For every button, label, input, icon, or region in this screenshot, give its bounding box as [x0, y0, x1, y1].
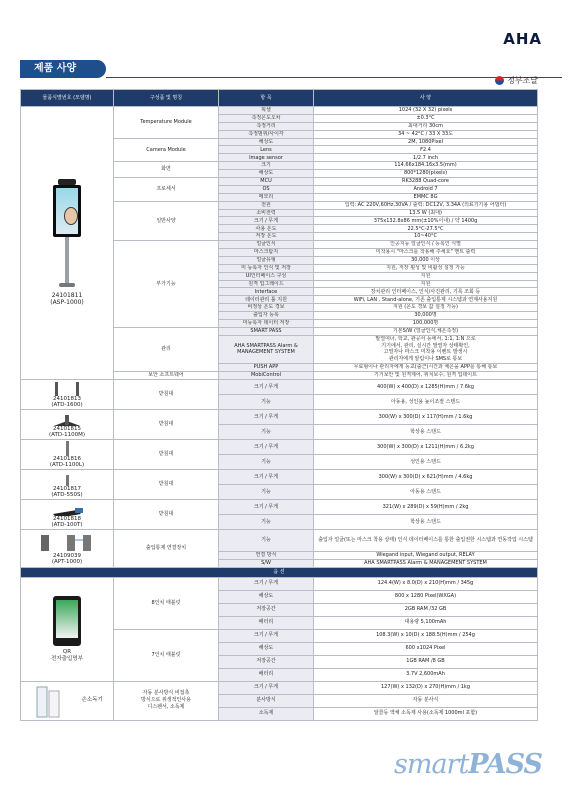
group-label: 받침대: [114, 379, 219, 409]
item-label: 분사방식: [219, 694, 314, 707]
item-label: 소독제: [219, 707, 314, 720]
group-label: 받침대: [114, 439, 219, 469]
item-value: 22.5°C-27.5°C: [314, 225, 538, 233]
product-code-cell: [21, 681, 114, 720]
item-label: 기능: [219, 394, 314, 409]
aha-logo: AHA: [503, 30, 542, 48]
product-model: (ATD-1100L): [49, 462, 85, 469]
item-label: 측정거리: [219, 122, 314, 130]
taegeuk-icon: [495, 76, 504, 85]
header-code: 물품식별번호 (모델명): [21, 90, 114, 107]
item-value: 아동용, 성인용 높이조절 스탠드: [314, 394, 538, 409]
item-value: 기본S/W (얼굴인식,체온측정): [314, 327, 538, 335]
item-value: 300(W) x 300(D) x 117(H)mm / 1.6kg: [314, 409, 538, 424]
item-label: 마스크탐지: [219, 249, 314, 257]
group-label: 보안 소프트웨어: [114, 371, 219, 379]
item-label: 크기 / 무게: [219, 629, 314, 642]
group-label: 관리: [114, 327, 219, 371]
alarm-line: 기기에서, 관리, 실시간 발열자 상태확인,: [381, 342, 470, 349]
item-value: WiFi, LAN , Stand-alone, 기존 출입통제 시스템과 연계사용지원: [314, 296, 538, 304]
logo-pass: PASS: [468, 749, 542, 780]
item-value: 지원: [314, 280, 538, 288]
item-value: 800 x 1280 Pixel(WXGA): [314, 590, 538, 603]
sanitizer-name: 손소독기: [81, 697, 103, 704]
item-label: 크기 / 무게: [219, 681, 314, 694]
group-label: 일반사양: [114, 201, 219, 240]
sanitizer-comp-line: 디스펜서, 소독제: [147, 704, 185, 711]
item-label: 크기 / 무게: [219, 499, 314, 514]
alarm-line: 관리자에게 알림이나 SMS로 통보: [388, 356, 463, 363]
item-value: F2.4: [314, 146, 538, 154]
table-row: [21, 107, 538, 115]
item-label: 기능: [219, 514, 314, 529]
product-code-cell: [21, 409, 114, 439]
product-code: 24101815: [53, 425, 81, 432]
table-row: [21, 529, 538, 551]
item-label: 해상도: [219, 138, 314, 146]
gate-image: [37, 531, 97, 553]
option-header: 옵 션: [21, 567, 538, 577]
item-value: 800*1280(pixels): [314, 170, 538, 178]
item-label: 크기 / 무게: [219, 469, 314, 484]
table-row: [21, 499, 538, 514]
product-code-cell: [21, 577, 114, 681]
mid-stand-icon: [47, 470, 87, 486]
group-label: Camera Module: [114, 138, 219, 162]
group-label: Temperature Module: [114, 107, 219, 139]
item-value: 입력: AC 220V,60Hz,30VA / 출력: DC12V, 3.34A (의료기기용 어댑터): [314, 201, 538, 209]
desk-stand-icon: [47, 410, 87, 426]
item-label: 전원: [219, 201, 314, 209]
group-label: 8인치 태블릿: [114, 577, 219, 629]
product-code-cell: [21, 499, 114, 529]
item-value: 장치관리 인터페이스, 인식/사진관리, 기록 조회 등: [314, 288, 538, 296]
product-code: 24101813: [53, 395, 81, 402]
table-row: [21, 567, 538, 577]
section-banner: [20, 60, 106, 78]
item-value: 400(W) x 400(D) x 1285(H)mm / 7.6kg: [314, 379, 538, 394]
item-value: 600 x1024 Pixel: [314, 642, 538, 655]
item-value: 아동용 스탠드: [314, 484, 538, 499]
group-label: [114, 681, 219, 720]
item-value: 기기보안 및 원격제어, 위치보수, 원격 업데이트: [314, 371, 538, 379]
item-value: 34 ~ 42°C / 33 X 33도: [314, 130, 538, 138]
item-label: 원격 업그레이드: [219, 280, 314, 288]
group-label: 부가기능: [114, 241, 219, 328]
item-label: 기능: [219, 484, 314, 499]
product-model: (ATD-550S): [51, 492, 83, 499]
item-label: 픽셀: [219, 107, 314, 115]
qr-name: 전자출입명부: [51, 655, 83, 662]
item-value: 최대거리 30cm: [314, 122, 538, 130]
tall-stand-icon: [47, 380, 87, 396]
divider: [106, 77, 562, 78]
header-row: [21, 90, 538, 107]
item-value: Wiegand input, Wiegand output, RELAY: [314, 551, 538, 559]
item-value: 알콜등 액체 소독제 사용(소독제 1000ml 포함): [314, 707, 538, 720]
logo-smart: smart: [393, 749, 469, 780]
product-code-cell: [21, 469, 114, 499]
group-label: 받침대: [114, 409, 219, 439]
item-value: 자동 분사식: [314, 694, 538, 707]
item-label: 측정온도오차: [219, 114, 314, 122]
item-value: 108.3(W) x 10(D) x 188.5(H)mm / 254g: [314, 629, 538, 642]
item-label: 측정범위/사이각: [219, 130, 314, 138]
table-stand-icon: [47, 500, 87, 516]
group-label: 7인치 태블릿: [114, 629, 219, 681]
item-label: 비정상 온도 경보: [219, 304, 314, 312]
item-label: Interface: [219, 288, 314, 296]
item-label: 배터리: [219, 616, 314, 629]
product-code-cell: [21, 529, 114, 567]
product-code: 24101817: [53, 485, 81, 492]
sanitizer-comp-line: 방식으로 위생적인사용: [141, 697, 191, 704]
item-label: PUSH APP: [219, 364, 314, 372]
item-label: 해상도: [219, 590, 314, 603]
banner-title: 제품 사양: [34, 63, 77, 74]
item-value: 인공지능 얼굴인식 / 등록인 식별: [314, 241, 538, 249]
item-label: MobiControl: [219, 371, 314, 379]
table-row: [21, 577, 538, 590]
alarm-line: 발열여너, 학교, 관공서 등에서, 1:1, 1:N 으로: [375, 335, 476, 342]
item-label: 얼굴인식: [219, 241, 314, 249]
item-label: MCU: [219, 178, 314, 186]
item-label: 해상도: [219, 642, 314, 655]
group-label: 받침대: [114, 469, 219, 499]
item-label: OS: [219, 185, 314, 193]
item-value: RK3288 Quad-core: [314, 178, 538, 186]
product-model: (APT-1000): [51, 559, 83, 566]
product-model: (ATD-1600): [51, 402, 83, 409]
gov-label: 정부조달: [507, 76, 538, 85]
product-code: 24109039: [53, 552, 81, 559]
item-value: 124.4(W) x 8.0(D) x 210(H)mm / 345g: [314, 577, 538, 590]
header-comp: 구성품 및 명칭: [114, 90, 219, 107]
spec-table: [20, 89, 538, 721]
item-label: 크기 / 무게: [219, 577, 314, 590]
item-value: 127(W) x 132(D) x 270(H)mm / 1kg: [314, 681, 538, 694]
item-value: 미착용시 "마스크를 착용해 주세요" 멘트 출력: [314, 249, 538, 257]
smartpass-logo: [394, 749, 542, 780]
table-row: [21, 469, 538, 484]
item-value: 2GB RAM /32 GB: [314, 603, 538, 616]
item-label: Image sensor: [219, 154, 314, 162]
item-value: 30,000 이상: [314, 256, 538, 264]
product-code-cell: [21, 439, 114, 469]
item-value: 성인용 스탠드: [314, 454, 538, 469]
item-value: 321(W) x 289(D) x 59(H)mm / 2kg: [314, 499, 538, 514]
product-code-cell: [21, 379, 114, 409]
item-value: 1/2.7 inch: [314, 154, 538, 162]
qr-code: QR: [62, 649, 72, 656]
item-label: 기능: [219, 529, 314, 551]
item-label: 얼굴유형: [219, 256, 314, 264]
item-value: Android 7: [314, 185, 538, 193]
item-label: AHA SMARTPASS Alarm & MANAGEMENT SYSTEM: [219, 335, 314, 363]
item-value: 100,000명: [314, 320, 538, 328]
product-asp-cell: [21, 107, 114, 380]
header-spec: 사 양: [314, 90, 538, 107]
item-label: 사용 온도: [219, 225, 314, 233]
item-label: 크기: [219, 162, 314, 170]
item-value: 지원 (온도 경보 값 설정 가능): [314, 304, 538, 312]
item-value: 30,000명: [314, 312, 538, 320]
item-label: 크기 / 무게: [219, 217, 314, 225]
tablet-image: [53, 596, 81, 646]
product-model: (ATD-1100M): [49, 432, 85, 439]
item-label: 크기 / 무게: [219, 379, 314, 394]
item-value: 지원, 저장 횟성 및 비활성 설정 가능: [314, 264, 538, 272]
table-row: [21, 439, 538, 454]
asp-code: 24101811: [51, 292, 83, 300]
item-label: SMART PASS: [219, 327, 314, 335]
item-label: 출입자 등록: [219, 312, 314, 320]
product-code: 24101818: [53, 515, 81, 522]
item-value: [314, 335, 538, 363]
alarm-line: 고열자나 마스크 미착용 이벤트 발생시: [383, 349, 468, 356]
asp-model: (ASP-1000): [50, 298, 84, 306]
sanitizer-image: [31, 683, 63, 719]
item-label: UI인터페이스 구성: [219, 272, 314, 280]
item-label: Lens: [219, 146, 314, 154]
item-label: S/W: [219, 559, 314, 567]
item-label: 기능: [219, 424, 314, 439]
floor-stand-icon: [47, 440, 87, 456]
item-label: 크기 / 무게: [219, 439, 314, 454]
product-model: (ATD-100T): [51, 522, 83, 529]
item-label: 저장 온도: [219, 233, 314, 241]
item-label: 미등록자 데이터 저장: [219, 320, 314, 328]
group-label: 프로세서: [114, 178, 219, 202]
item-label: 저장공간: [219, 655, 314, 668]
table-row: [21, 409, 538, 424]
item-value: 무료형이나 관리자에게 등교(출근)시간과 체온을 APP를 통해 통보: [314, 364, 538, 372]
gov-procurement-mark: [495, 75, 538, 86]
item-value: 2M, 1080Pixel: [314, 138, 538, 146]
item-label: 해상도: [219, 170, 314, 178]
sanitizer-comp-line: 자동 분사방식 비접촉: [142, 690, 190, 697]
item-value: 지원: [314, 272, 538, 280]
item-value: 3.7V 2,600mAh: [314, 668, 538, 681]
item-value: 출입자 얼굴(또는 마스크 착용 상태) 인식 데이터베이스를 통한 출입권한 시스템과 연동작업 시스템: [314, 529, 538, 551]
item-label: 배터리: [219, 668, 314, 681]
group-label: 받침대: [114, 499, 219, 529]
item-value: 대용량 5,100mAh: [314, 616, 538, 629]
item-label: 소비전력: [219, 209, 314, 217]
header-item: 항 목: [219, 90, 314, 107]
item-value: 10~40°C: [314, 233, 538, 241]
item-value: 300(W) x 300(D) x 621(H)mm / 4.6kg: [314, 469, 538, 484]
item-value: 13.5 W (최대): [314, 209, 538, 217]
item-value: 375x132.8x86 mm(±10%이내) / 약 1400g: [314, 217, 538, 225]
item-value: 학상용 스탠드: [314, 514, 538, 529]
item-value: AHA SMARTPASS Alarm & MANAGEMENT SYSTEM: [314, 559, 538, 567]
product-code: 24101816: [53, 455, 81, 462]
item-label: 크기 / 무게: [219, 409, 314, 424]
item-value: 1024 (32 X 32) pixels: [314, 107, 538, 115]
group-label: 출입통제 연결장치: [114, 529, 219, 567]
item-label: 데이터관리 툴 지원: [219, 296, 314, 304]
item-value: 114.66x184.16x3.5(mm): [314, 162, 538, 170]
item-value: 1GB RAM /8 GB: [314, 655, 538, 668]
item-value: EMMC 8G: [314, 193, 538, 201]
group-label: 화면: [114, 162, 219, 178]
table-row: [21, 379, 538, 394]
item-label: 메모리: [219, 193, 314, 201]
kiosk-image: [50, 179, 84, 289]
item-value: 학상용 스탠드: [314, 424, 538, 439]
table-row: [21, 681, 538, 694]
item-label: 연결 방식: [219, 551, 314, 559]
item-value: ±0.3°C: [314, 114, 538, 122]
item-value: 300(W) x 300(D) x 1211(H)mm / 6.2kg: [314, 439, 538, 454]
item-label: 저장공간: [219, 603, 314, 616]
item-label: 기능: [219, 454, 314, 469]
item-label: 미 등록자 인식 및 저장: [219, 264, 314, 272]
